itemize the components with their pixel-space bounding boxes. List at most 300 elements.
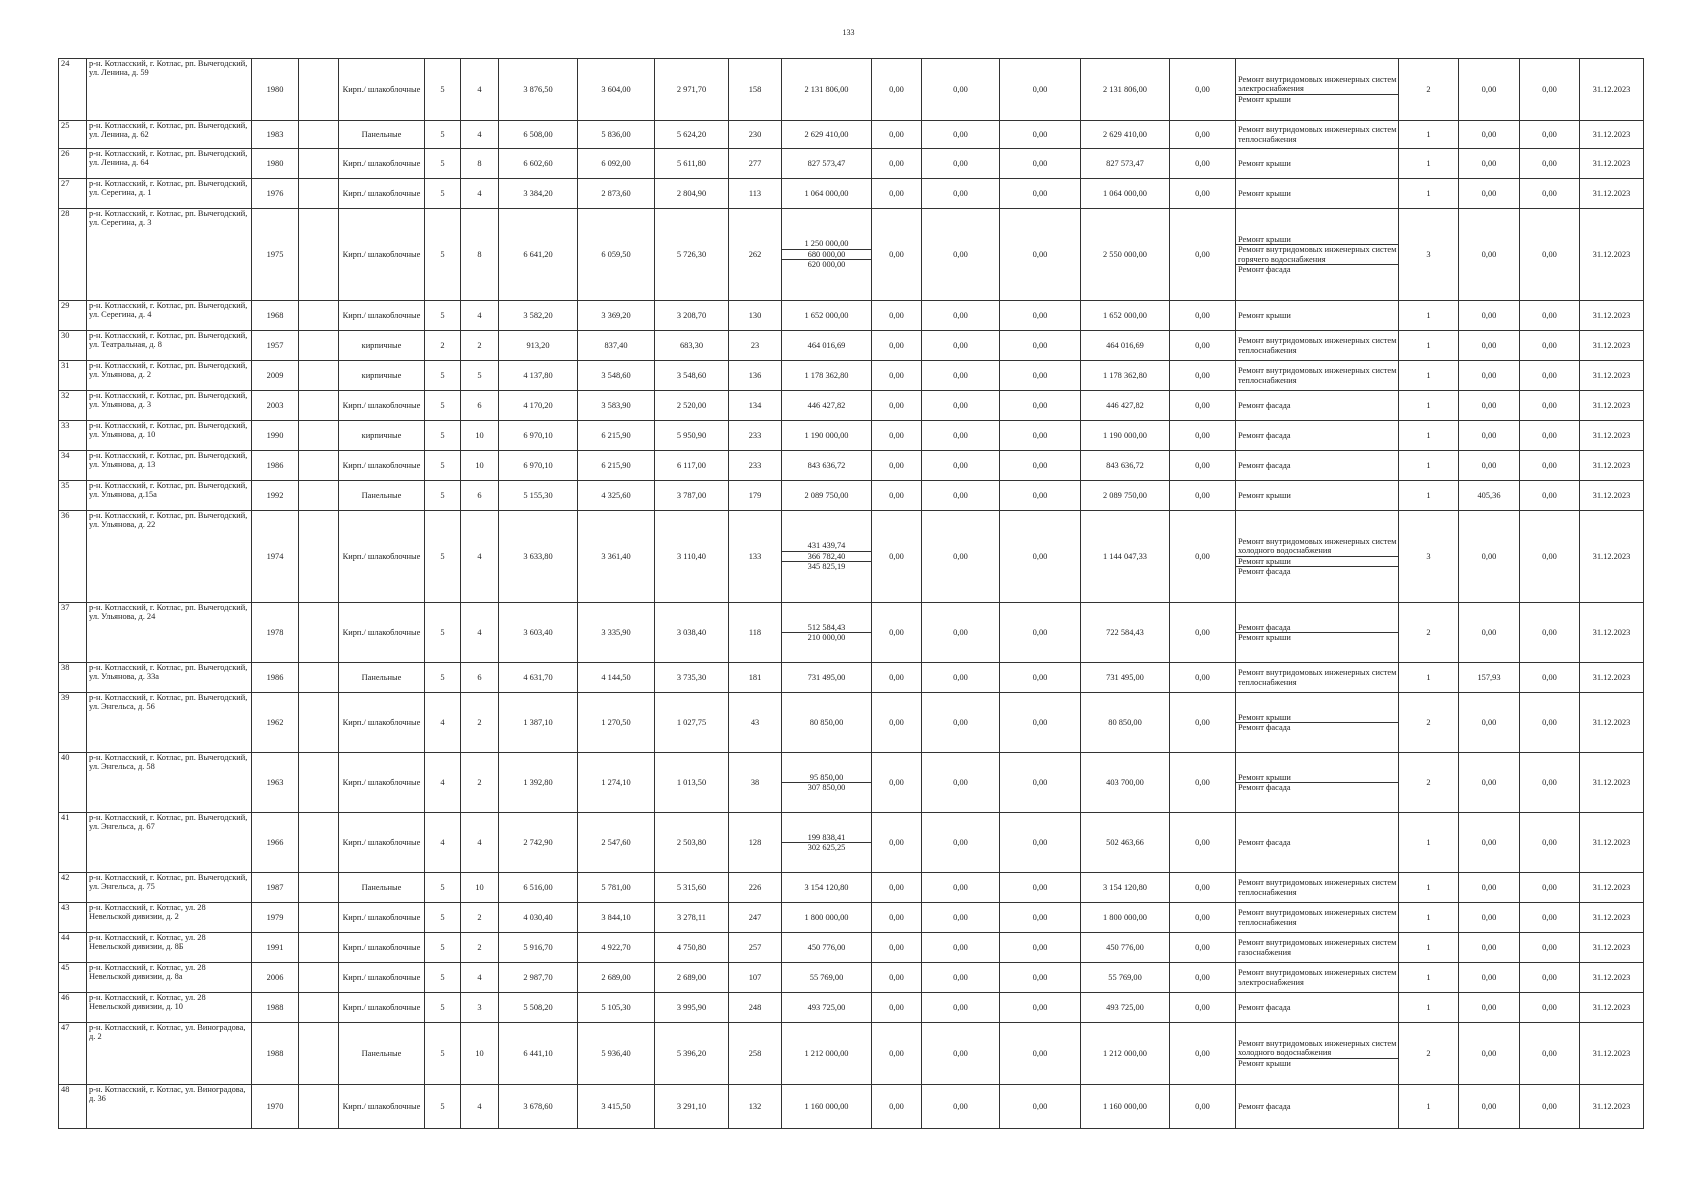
owners-funds-cell: 450 776,00 <box>1081 933 1170 963</box>
fund-cell: 0,00 <box>872 481 922 511</box>
cost-per-area-cell: 157,93 <box>1459 663 1520 693</box>
owners-funds-cell: 446 427,82 <box>1081 391 1170 421</box>
year-cell: 1992 <box>252 481 299 511</box>
residential-area-cell: 1 027,75 <box>655 693 729 753</box>
entrances-cell: 2 <box>461 693 499 753</box>
living-area-cell: 4 922,70 <box>578 933 655 963</box>
fund-cell: 0,00 <box>872 179 922 209</box>
other-funds-cell: 0,00 <box>1170 511 1236 603</box>
owners-funds-cell: 1 144 047,33 <box>1081 511 1170 603</box>
deadline-cell: 31.12.2023 <box>1580 59 1644 121</box>
work-types-cell <box>1236 663 1399 693</box>
floors-cell: 2 <box>425 331 461 361</box>
year-cell: 1986 <box>252 663 299 693</box>
total-area-cell: 2 742,90 <box>499 813 578 873</box>
living-area-cell: 837,40 <box>578 331 655 361</box>
other-funds-cell: 0,00 <box>1170 121 1236 149</box>
living-area-cell: 4 144,50 <box>578 663 655 693</box>
other-funds-cell: 0,00 <box>1170 481 1236 511</box>
amount-cell <box>782 933 872 963</box>
cost-per-area-cell: 0,00 <box>1459 603 1520 663</box>
floors-cell: 5 <box>425 421 461 451</box>
entrances-cell: 4 <box>461 301 499 331</box>
limit-cost-cell: 0,00 <box>1520 603 1580 663</box>
wall-material-cell: Кирп./ шлакоблочные <box>339 963 425 993</box>
residents-cell: 113 <box>729 179 782 209</box>
floors-cell: 5 <box>425 179 461 209</box>
work-amount: 210 000,00 <box>782 632 871 642</box>
deadline-cell: 31.12.2023 <box>1580 1085 1644 1129</box>
work-types-cell <box>1236 481 1399 511</box>
floors-cell: 5 <box>425 149 461 179</box>
blank-cell <box>299 1085 339 1129</box>
row-number-cell: 25 <box>59 121 87 149</box>
residents-cell: 38 <box>729 753 782 813</box>
other-funds-cell: 0,00 <box>1170 149 1236 179</box>
other-funds-cell: 0,00 <box>1170 179 1236 209</box>
budget-cell: 0,00 <box>922 511 1000 603</box>
work-types-cell <box>1236 331 1399 361</box>
works-count-cell: 1 <box>1399 421 1459 451</box>
limit-cost-cell: 0,00 <box>1520 663 1580 693</box>
table-row <box>59 451 1644 481</box>
work-types-cell <box>1236 963 1399 993</box>
wall-material-cell: Кирп./ шлакоблочные <box>339 933 425 963</box>
work-types-cell <box>1236 451 1399 481</box>
residents-cell: 134 <box>729 391 782 421</box>
row-number-cell: 47 <box>59 1023 87 1085</box>
work-amount: 1 178 362,80 <box>804 370 849 380</box>
floors-cell: 4 <box>425 813 461 873</box>
work-types-cell <box>1236 813 1399 873</box>
blank-cell <box>299 59 339 121</box>
year-cell: 1987 <box>252 873 299 903</box>
work-type: Ремонт крыши <box>1236 94 1398 104</box>
works-count-cell: 1 <box>1399 121 1459 149</box>
address-cell: р-н. Котласский, г. Котлас, рп. Вычегодский, ул. Ульянова, д. 10 <box>87 421 252 451</box>
budget-cell: 0,00 <box>922 59 1000 121</box>
fund-cell: 0,00 <box>872 451 922 481</box>
living-area-cell: 3 369,20 <box>578 301 655 331</box>
budget-cell: 0,00 <box>922 121 1000 149</box>
works-count-cell: 1 <box>1399 481 1459 511</box>
work-type: Ремонт фасада <box>1236 566 1398 576</box>
work-types-cell <box>1236 361 1399 391</box>
work-amount: 1 212 000,00 <box>804 1048 849 1058</box>
amount-cell <box>782 663 872 693</box>
limit-cost-cell: 0,00 <box>1520 451 1580 481</box>
works-count-cell: 1 <box>1399 301 1459 331</box>
entrances-cell: 5 <box>461 361 499 391</box>
floors-cell: 5 <box>425 121 461 149</box>
wall-material-cell: кирпичные <box>339 361 425 391</box>
local-budget-cell: 0,00 <box>1000 149 1081 179</box>
living-area-cell: 6 092,00 <box>578 149 655 179</box>
total-area-cell: 1 387,10 <box>499 693 578 753</box>
entrances-cell: 3 <box>461 993 499 1023</box>
residential-area-cell: 5 396,20 <box>655 1023 729 1085</box>
local-budget-cell: 0,00 <box>1000 933 1081 963</box>
fund-cell: 0,00 <box>872 209 922 301</box>
other-funds-cell: 0,00 <box>1170 963 1236 993</box>
residents-cell: 226 <box>729 873 782 903</box>
work-type: Ремонт крыши <box>1238 772 1291 782</box>
total-area-cell: 6 441,10 <box>499 1023 578 1085</box>
entrances-cell: 4 <box>461 121 499 149</box>
deadline-cell: 31.12.2023 <box>1580 421 1644 451</box>
work-type: Ремонт крыши <box>1238 158 1291 168</box>
other-funds-cell: 0,00 <box>1170 451 1236 481</box>
work-amount: 450 776,00 <box>807 942 846 952</box>
table-row <box>59 753 1644 813</box>
owners-funds-cell: 493 725,00 <box>1081 993 1170 1023</box>
row-number-cell: 34 <box>59 451 87 481</box>
year-cell: 1978 <box>252 603 299 663</box>
year-cell: 1980 <box>252 149 299 179</box>
table-row <box>59 209 1644 301</box>
table-row <box>59 331 1644 361</box>
blank-cell <box>299 663 339 693</box>
work-type: Ремонт внутридомовых инженерных систем теплоснабжения <box>1238 366 1397 385</box>
work-amount: 1 190 000,00 <box>804 430 849 440</box>
local-budget-cell: 0,00 <box>1000 663 1081 693</box>
entrances-cell: 6 <box>461 481 499 511</box>
owners-funds-cell: 1 160 000,00 <box>1081 1085 1170 1129</box>
local-budget-cell: 0,00 <box>1000 963 1081 993</box>
total-area-cell: 6 970,10 <box>499 421 578 451</box>
work-type: Ремонт крыши <box>1238 188 1291 198</box>
wall-material-cell: Кирп./ шлакоблочные <box>339 149 425 179</box>
cost-per-area-cell: 0,00 <box>1459 59 1520 121</box>
limit-cost-cell: 0,00 <box>1520 873 1580 903</box>
fund-cell: 0,00 <box>872 993 922 1023</box>
other-funds-cell: 0,00 <box>1170 59 1236 121</box>
floors-cell: 5 <box>425 903 461 933</box>
total-area-cell: 3 384,20 <box>499 179 578 209</box>
work-amount: 620 000,00 <box>782 259 871 269</box>
page-number: 133 <box>842 28 855 37</box>
limit-cost-cell: 0,00 <box>1520 903 1580 933</box>
amount-cell <box>782 693 872 753</box>
works-count-cell: 1 <box>1399 391 1459 421</box>
limit-cost-cell: 0,00 <box>1520 993 1580 1023</box>
residential-area-cell: 5 624,20 <box>655 121 729 149</box>
blank-cell <box>299 209 339 301</box>
work-amount: 1 160 000,00 <box>804 1101 849 1111</box>
budget-cell: 0,00 <box>922 753 1000 813</box>
entrances-cell: 10 <box>461 1023 499 1085</box>
owners-funds-cell: 1 800 000,00 <box>1081 903 1170 933</box>
work-amount: 2 629 410,00 <box>804 129 849 139</box>
total-area-cell: 3 582,20 <box>499 301 578 331</box>
row-number-cell: 42 <box>59 873 87 903</box>
row-number-cell: 46 <box>59 993 87 1023</box>
cost-per-area-cell: 0,00 <box>1459 209 1520 301</box>
work-types-cell <box>1236 903 1399 933</box>
entrances-cell: 4 <box>461 1085 499 1129</box>
residents-cell: 107 <box>729 963 782 993</box>
work-type: Ремонт фасада <box>1238 460 1291 470</box>
wall-material-cell: Кирп./ шлакоблочные <box>339 903 425 933</box>
local-budget-cell: 0,00 <box>1000 361 1081 391</box>
table-row <box>59 993 1644 1023</box>
limit-cost-cell: 0,00 <box>1520 149 1580 179</box>
cost-per-area-cell: 0,00 <box>1459 121 1520 149</box>
table-row <box>59 179 1644 209</box>
residents-cell: 248 <box>729 993 782 1023</box>
work-types-cell <box>1236 301 1399 331</box>
budget-cell: 0,00 <box>922 301 1000 331</box>
work-amount: 493 725,00 <box>807 1002 846 1012</box>
wall-material-cell: Кирп./ шлакоблочные <box>339 179 425 209</box>
budget-cell: 0,00 <box>922 813 1000 873</box>
work-amount: 1 250 000,00 <box>804 239 849 249</box>
table-row <box>59 1085 1644 1129</box>
limit-cost-cell: 0,00 <box>1520 1023 1580 1085</box>
local-budget-cell: 0,00 <box>1000 753 1081 813</box>
local-budget-cell: 0,00 <box>1000 121 1081 149</box>
entrances-cell: 4 <box>461 511 499 603</box>
deadline-cell: 31.12.2023 <box>1580 511 1644 603</box>
other-funds-cell: 0,00 <box>1170 753 1236 813</box>
budget-cell: 0,00 <box>922 1023 1000 1085</box>
wall-material-cell: Кирп./ шлакоблочные <box>339 603 425 663</box>
deadline-cell: 31.12.2023 <box>1580 331 1644 361</box>
entrances-cell: 4 <box>461 59 499 121</box>
table-row <box>59 421 1644 451</box>
table-row <box>59 933 1644 963</box>
amount-cell <box>782 121 872 149</box>
total-area-cell: 5 508,20 <box>499 993 578 1023</box>
wall-material-cell: Панельные <box>339 663 425 693</box>
residential-area-cell: 683,30 <box>655 331 729 361</box>
deadline-cell: 31.12.2023 <box>1580 903 1644 933</box>
budget-cell: 0,00 <box>922 481 1000 511</box>
table-row <box>59 481 1644 511</box>
wall-material-cell: Кирп./ шлакоблочные <box>339 59 425 121</box>
row-number-cell: 40 <box>59 753 87 813</box>
owners-funds-cell: 464 016,69 <box>1081 331 1170 361</box>
address-cell: р-н. Котласский, г. Котлас, рп. Вычегодский, ул. Ульянова, д. 13 <box>87 451 252 481</box>
row-number-cell: 48 <box>59 1085 87 1129</box>
deadline-cell: 31.12.2023 <box>1580 179 1644 209</box>
limit-cost-cell: 0,00 <box>1520 121 1580 149</box>
limit-cost-cell: 0,00 <box>1520 753 1580 813</box>
fund-cell: 0,00 <box>872 121 922 149</box>
address-cell: р-н. Котласский, г. Котлас, ул. Виноградова, д. 2 <box>87 1023 252 1085</box>
local-budget-cell: 0,00 <box>1000 481 1081 511</box>
living-area-cell: 2 689,00 <box>578 963 655 993</box>
address-cell: р-н. Котласский, г. Котлас, рп. Вычегодский, ул. Ульянова, д. 22 <box>87 511 252 603</box>
other-funds-cell: 0,00 <box>1170 361 1236 391</box>
local-budget-cell: 0,00 <box>1000 1023 1081 1085</box>
amount-cell <box>782 753 872 813</box>
fund-cell: 0,00 <box>872 391 922 421</box>
work-amount: 843 636,72 <box>807 460 846 470</box>
works-count-cell: 1 <box>1399 331 1459 361</box>
wall-material-cell: Кирп./ шлакоблочные <box>339 693 425 753</box>
budget-cell: 0,00 <box>922 331 1000 361</box>
owners-funds-cell: 80 850,00 <box>1081 693 1170 753</box>
year-cell: 1975 <box>252 209 299 301</box>
address-cell: р-н. Котласский, г. Котлас, ул. 28 Невельской дивизии, д. 8Б <box>87 933 252 963</box>
budget-cell: 0,00 <box>922 361 1000 391</box>
residential-area-cell: 3 110,40 <box>655 511 729 603</box>
residents-cell: 262 <box>729 209 782 301</box>
works-count-cell: 1 <box>1399 903 1459 933</box>
local-budget-cell: 0,00 <box>1000 511 1081 603</box>
work-type: Ремонт внутридомовых инженерных систем теплоснабжения <box>1238 908 1397 927</box>
year-cell: 1962 <box>252 693 299 753</box>
local-budget-cell: 0,00 <box>1000 331 1081 361</box>
blank-cell <box>299 873 339 903</box>
work-types-cell <box>1236 693 1399 753</box>
owners-funds-cell: 403 700,00 <box>1081 753 1170 813</box>
residential-area-cell: 3 278,11 <box>655 903 729 933</box>
other-funds-cell: 0,00 <box>1170 209 1236 301</box>
work-type: Ремонт крыши <box>1236 556 1398 566</box>
work-type: Ремонт внутридомовых инженерных систем газоснабжения <box>1238 938 1397 957</box>
row-number-cell: 32 <box>59 391 87 421</box>
deadline-cell: 31.12.2023 <box>1580 933 1644 963</box>
owners-funds-cell: 502 463,66 <box>1081 813 1170 873</box>
budget-cell: 0,00 <box>922 663 1000 693</box>
limit-cost-cell: 0,00 <box>1520 59 1580 121</box>
living-area-cell: 6 059,50 <box>578 209 655 301</box>
year-cell: 1979 <box>252 903 299 933</box>
address-cell: р-н. Котласский, г. Котлас, рп. Вычегодский, ул. Ульянова, д. 2 <box>87 361 252 391</box>
work-amount: 680 000,00 <box>782 249 871 259</box>
year-cell: 1966 <box>252 813 299 873</box>
work-amount: 464 016,69 <box>807 340 846 350</box>
work-amount: 1 064 000,00 <box>804 188 849 198</box>
work-type: Ремонт фасада <box>1236 722 1398 732</box>
deadline-cell: 31.12.2023 <box>1580 1023 1644 1085</box>
works-count-cell: 1 <box>1399 813 1459 873</box>
entrances-cell: 6 <box>461 663 499 693</box>
total-area-cell: 3 876,50 <box>499 59 578 121</box>
living-area-cell: 5 781,00 <box>578 873 655 903</box>
blank-cell <box>299 301 339 331</box>
wall-material-cell: кирпичные <box>339 331 425 361</box>
cost-per-area-cell: 0,00 <box>1459 361 1520 391</box>
owners-funds-cell: 1 652 000,00 <box>1081 301 1170 331</box>
work-amount: 2 131 806,00 <box>804 84 849 94</box>
entrances-cell: 4 <box>461 963 499 993</box>
residential-area-cell: 3 995,90 <box>655 993 729 1023</box>
table-row <box>59 301 1644 331</box>
floors-cell: 5 <box>425 963 461 993</box>
address-cell: р-н. Котласский, г. Котлас, рп. Вычегодский, ул. Ульянова, д. 24 <box>87 603 252 663</box>
limit-cost-cell: 0,00 <box>1520 361 1580 391</box>
local-budget-cell: 0,00 <box>1000 603 1081 663</box>
amount-cell <box>782 873 872 903</box>
owners-funds-cell: 2 131 806,00 <box>1081 59 1170 121</box>
living-area-cell: 3 415,50 <box>578 1085 655 1129</box>
budget-cell: 0,00 <box>922 421 1000 451</box>
table-body <box>59 59 1644 1129</box>
work-type: Ремонт внутридомовых инженерных систем холодного водоснабжения <box>1238 1038 1397 1058</box>
wall-material-cell: Кирп./ шлакоблочные <box>339 391 425 421</box>
entrances-cell: 2 <box>461 331 499 361</box>
owners-funds-cell: 1 178 362,80 <box>1081 361 1170 391</box>
entrances-cell: 10 <box>461 421 499 451</box>
floors-cell: 5 <box>425 663 461 693</box>
fund-cell: 0,00 <box>872 813 922 873</box>
year-cell: 1990 <box>252 421 299 451</box>
cost-per-area-cell: 0,00 <box>1459 963 1520 993</box>
other-funds-cell: 0,00 <box>1170 301 1236 331</box>
wall-material-cell: Кирп./ шлакоблочные <box>339 993 425 1023</box>
entrances-cell: 4 <box>461 813 499 873</box>
work-types-cell <box>1236 59 1399 121</box>
living-area-cell: 2 547,60 <box>578 813 655 873</box>
blank-cell <box>299 753 339 813</box>
capital-repair-table <box>58 58 1644 1129</box>
work-types-cell <box>1236 149 1399 179</box>
residential-area-cell: 2 971,70 <box>655 59 729 121</box>
total-area-cell: 913,20 <box>499 331 578 361</box>
work-types-cell <box>1236 209 1399 301</box>
residential-area-cell: 3 038,40 <box>655 603 729 663</box>
living-area-cell: 5 936,40 <box>578 1023 655 1085</box>
year-cell: 1986 <box>252 451 299 481</box>
work-type: Ремонт внутридомовых инженерных систем электроснабжения <box>1238 74 1397 94</box>
total-area-cell: 6 602,60 <box>499 149 578 179</box>
owners-funds-cell: 1 064 000,00 <box>1081 179 1170 209</box>
amount-cell <box>782 481 872 511</box>
blank-cell <box>299 179 339 209</box>
row-number-cell: 27 <box>59 179 87 209</box>
cost-per-area-cell: 0,00 <box>1459 301 1520 331</box>
floors-cell: 5 <box>425 603 461 663</box>
limit-cost-cell: 0,00 <box>1520 331 1580 361</box>
living-area-cell: 5 105,30 <box>578 993 655 1023</box>
wall-material-cell: Кирп./ шлакоблочные <box>339 209 425 301</box>
blank-cell <box>299 121 339 149</box>
year-cell: 2006 <box>252 963 299 993</box>
address-cell: р-н. Котласский, г. Котлас, рп. Вычегодский, ул. Ульянова, д. 33а <box>87 663 252 693</box>
work-types-cell <box>1236 1023 1399 1085</box>
entrances-cell: 8 <box>461 149 499 179</box>
fund-cell: 0,00 <box>872 59 922 121</box>
total-area-cell: 1 392,80 <box>499 753 578 813</box>
residential-area-cell: 2 804,90 <box>655 179 729 209</box>
deadline-cell: 31.12.2023 <box>1580 603 1644 663</box>
work-amount: 302 625,25 <box>782 842 871 852</box>
owners-funds-cell: 722 584,43 <box>1081 603 1170 663</box>
local-budget-cell: 0,00 <box>1000 451 1081 481</box>
works-count-cell: 1 <box>1399 873 1459 903</box>
owners-funds-cell: 731 495,00 <box>1081 663 1170 693</box>
address-cell: р-н. Котласский, г. Котлас, ул. Виноградова, д. 36 <box>87 1085 252 1129</box>
budget-cell: 0,00 <box>922 149 1000 179</box>
cost-per-area-cell: 0,00 <box>1459 933 1520 963</box>
work-amount: 827 573,47 <box>807 158 846 168</box>
work-type: Ремонт внутридомовых инженерных систем теплоснабжения <box>1238 336 1397 355</box>
limit-cost-cell: 0,00 <box>1520 301 1580 331</box>
total-area-cell: 6 516,00 <box>499 873 578 903</box>
owners-funds-cell: 55 769,00 <box>1081 963 1170 993</box>
other-funds-cell: 0,00 <box>1170 603 1236 663</box>
total-area-cell: 4 137,80 <box>499 361 578 391</box>
local-budget-cell: 0,00 <box>1000 813 1081 873</box>
living-area-cell: 3 583,90 <box>578 391 655 421</box>
owners-funds-cell: 3 154 120,80 <box>1081 873 1170 903</box>
total-area-cell: 3 633,80 <box>499 511 578 603</box>
budget-cell: 0,00 <box>922 963 1000 993</box>
blank-cell <box>299 933 339 963</box>
